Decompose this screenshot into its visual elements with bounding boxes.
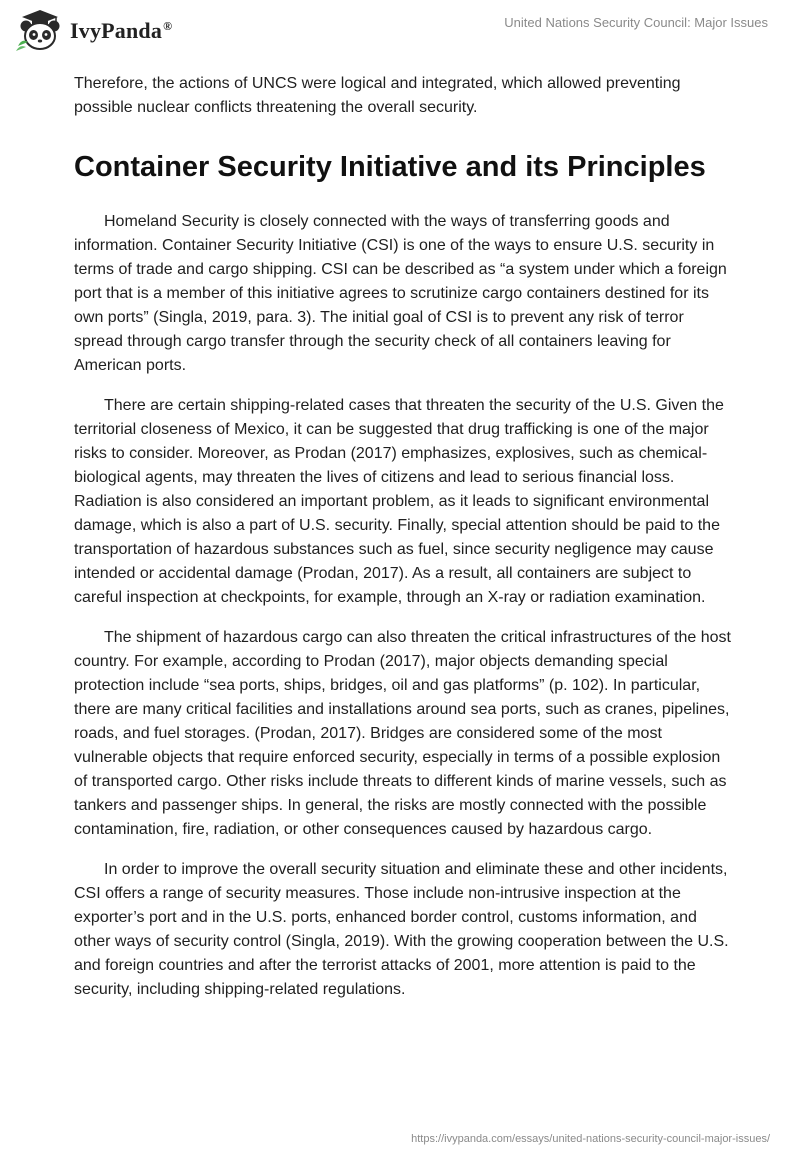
article-body [74,72,734,1002]
lead-paragraph: Therefore, the actions of UNCS were logical and integrated, which allowed preventing possible nuclear conflicts threatening the overall security. [74,75,681,116]
brand-name: IvyPanda® [70,18,173,43]
paragraph-4: In order to improve the overall security situation and eliminate these and other incidents, CSI offers a range of security measures. Those include non-intrusive inspection at the exporter’s port and in the U.S. ports, enhanced border control, customs information, and other ways of security control (Singla, 2019). With the growing cooperation between the U.S. and foreign countries and after the terrorist attacks of 2001, more attention is paid to the security, including shipping-related regulations. [74,861,729,998]
section-heading: Container Security Initiative and its Principles [74,151,706,183]
paragraph-2: There are certain shipping-related cases that threaten the security of the U.S. Given the territorial closeness of Mexico, it can be suggested that drug trafficking is one of the major risks to consider. Moreover, as Prodan (2017) emphasizes, explosives, such as chemical-biological agents, may threaten the lives of citizens and lead to serious financial loss. Radiation is also considered an important problem, as it leads to significant environmental damage, which is also a part of U.S. security. Finally, special attention should be paid to the transportation of hazardous substances such as fuel, since security negligence may cause intended or accidental damage (Prodan, 2017). As a result, all containers are subject to careful inspection at checkpoints, for example, through an X-ray or radiation examination. [74,397,724,606]
panda-graduate-icon [14,8,66,52]
paragraph-3: The shipment of hazardous cargo can also threaten the critical infrastructures of the host country. For example, according to Prodan (2017), major objects demanding special protection include “sea ports, ships, bridges, oil and gas platforms” (p. 102). In particular, there are many critical facilities and installations around sea ports, such as cranes, pipelines, roads, and fuel storages. (Prodan, 2017). Bridges are considered some of the most vulnerable objects that require enforced security, especially in terms of a possible explosion of transported cargo. Other risks include threats to different kinds of marine vessels, such as tankers and passenger ships. In general, the risks are mostly connected with the possible contamination, fire, radiation, or other consequences caused by hazardous cargo. [74,629,731,838]
source-url[interactable]: https://ivypanda.com/essays/united-nations-security-council-major-issues/ [411,1133,770,1145]
registered-mark: ® [163,18,173,33]
paragraph-1: Homeland Security is closely connected with the ways of transferring goods and information. Container Security Initiative (CSI) is one of the ways to ensure U.S. security in terms of trade and cargo shipping. CSI can be described as “a system under which a foreign port that is a member of this initiative agrees to scrutinize cargo containers destined for its own ports” (Singla, 2019, para. 3). The initial goal of CSI is to prevent any risk of terror spread through cargo transfer through the security check of all containers leaving for American ports. [74,213,727,374]
document-title: United Nations Security Council: Major Issues [504,15,768,30]
ivypanda-logo[interactable] [14,8,172,52]
page-header [0,0,800,60]
